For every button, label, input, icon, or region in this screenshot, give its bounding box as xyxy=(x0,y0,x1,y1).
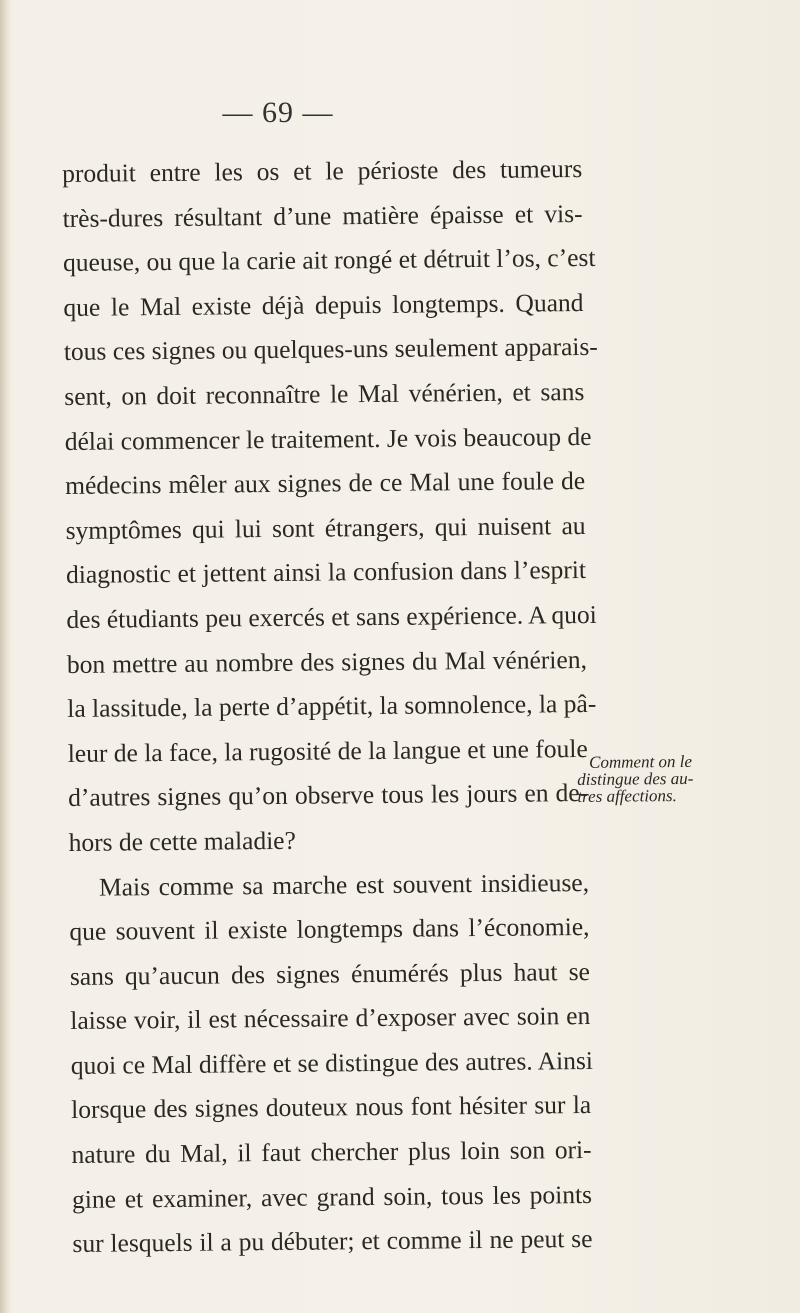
text-line: symptômes qui lui sont étrangers, qui nuisent au xyxy=(65,510,586,545)
text-line: Mais comme sa marche est souvent insidieuse, xyxy=(98,867,590,902)
body-text xyxy=(62,149,598,1269)
marginal-note-line: tres affections. xyxy=(577,786,677,806)
text-line: diagnostic et jettent ainsi la confusion dans l’esprit xyxy=(65,555,587,590)
text-line: délai commencer le traitement. Je vois beaucoup de xyxy=(64,421,592,456)
text-line: sur lesquels il a pu débuter; et comme il ne peut se xyxy=(72,1224,593,1259)
marginal-note xyxy=(577,752,755,805)
marginal-note-line: distingue des au- xyxy=(577,768,694,789)
text-line: leur de la face, la rugosité de la langue et une foule xyxy=(67,733,588,768)
text-line: que le Mal existe déjà depuis longtemps. Quand xyxy=(63,287,584,322)
text-line: tous ces signes ou quelques-uns seulement apparais- xyxy=(63,332,598,367)
page-number: — 69 — xyxy=(222,96,334,129)
text-line: gine et examiner, avec grand soin, tous les points xyxy=(71,1179,593,1214)
text-line: que souvent il existe longtemps dans l’économie, xyxy=(69,912,590,947)
text-line: sent, on doit reconnaître le Mal vénérien, et sans xyxy=(64,376,585,411)
text-line: queuse, ou que la carie ait rongé et détruit l’os, c’est xyxy=(62,243,596,278)
text-line: bon mettre au nombre des signes du Mal vénérien, xyxy=(66,644,588,679)
text-line: laisse voir, il est nécessaire d’exposer avec soin en xyxy=(70,1001,591,1036)
text-line: des étudiants peu exercés et sans expérience. A quoi xyxy=(66,599,597,634)
text-line: nature du Mal, il faut chercher plus loin son ori- xyxy=(71,1135,592,1170)
text-line: hors de cette maladie? xyxy=(68,825,297,857)
text-line: très-dures résultant d’une matière épaisse et vis- xyxy=(62,198,583,233)
marginal-note-line: Comment on le xyxy=(588,751,693,772)
page-gutter xyxy=(0,0,10,1313)
text-line: la lassitude, la perte d’appétit, la somnolence, la pâ- xyxy=(67,689,597,724)
text-line: produit entre les os et le périoste des tumeurs xyxy=(62,154,583,188)
text-line: sans qu’aucun des signes énumérés plus haut se xyxy=(69,956,591,991)
text-line: lorsque des signes douteux nous font hésiter sur la xyxy=(71,1090,592,1125)
text-line: d’autres signes qu’on observe tous les jours en de- xyxy=(68,778,589,813)
text-line: médecins mêler aux signes de ce Mal une foule de xyxy=(65,466,586,501)
text-line: quoi ce Mal diffère et se distingue des autres. Ainsi xyxy=(70,1045,594,1080)
